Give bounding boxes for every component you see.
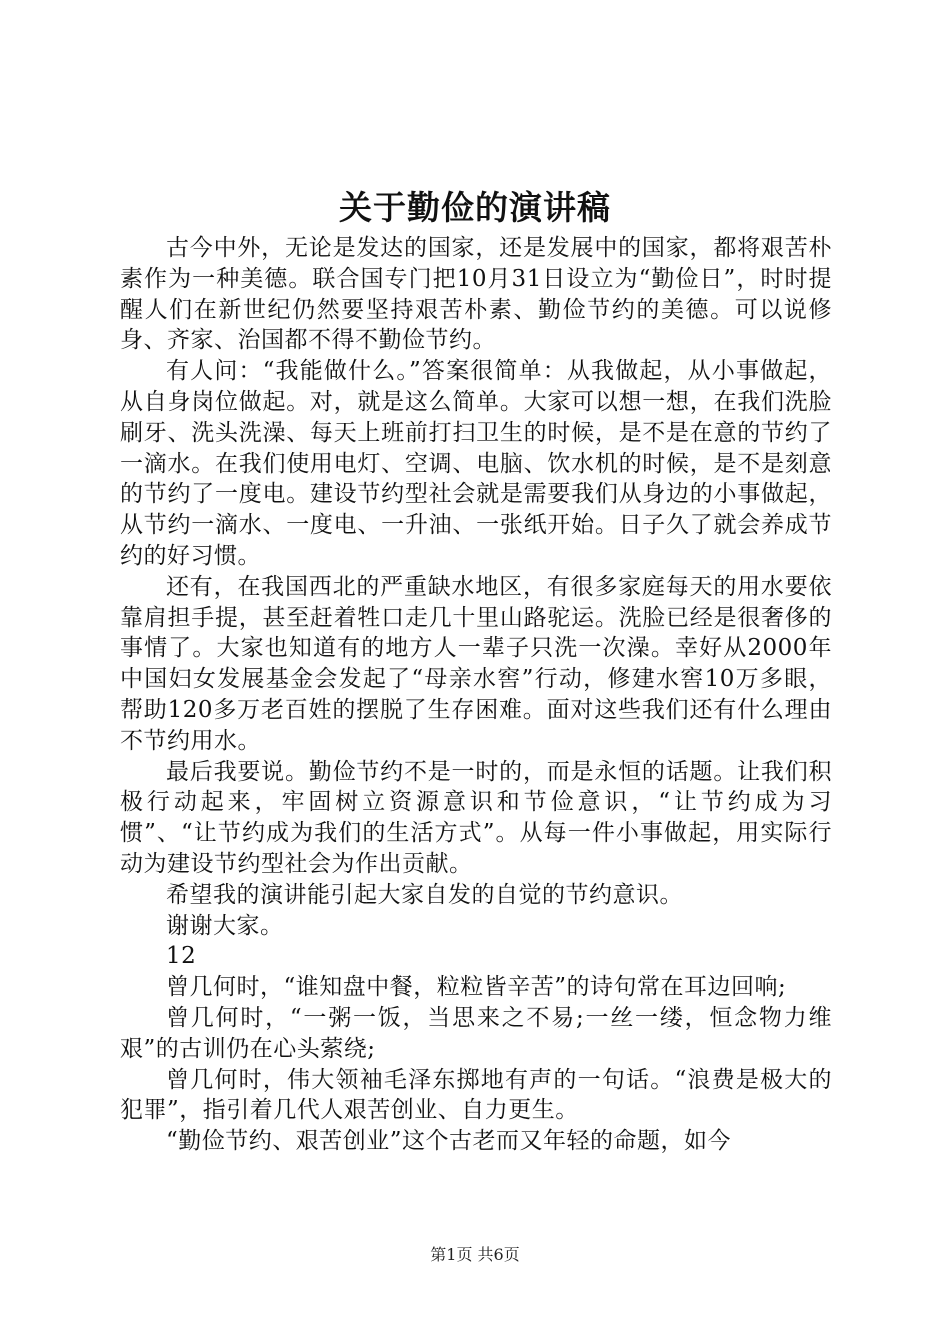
paragraph-6: 谢谢大家。: [166, 912, 284, 939]
paragraph-8: 曾几何时，“谁知盘中餐，粒粒皆辛苦”的诗句常在耳边回响;: [166, 974, 787, 1001]
paragraph-1: 古今中外，无论是发达的国家，还是发展中的国家，都将艰苦朴素作为一种美德。联合国专门把10月31日设立为“勤俭日”，时时提醒人们在新世纪仍然要坚持艰苦朴素、勤俭节约的美德。可以说修身、齐家、治国都不得不勤俭节约。: [120, 235, 832, 354]
paragraph-2: 有人问：“我能做什么。”答案很简单：从我做起，从小事做起，从自身岗位做起。对，就是这么简单。大家可以想一想，在我们洗脸刷牙、洗头洗澡、每天上班前打扫卫生的时候，是不是在意的节约了一滴水。在我们使用电灯、空调、电脑、饮水机的时候，是不是刻意的节约了一度电。建设节约型社会就是需要我们从身边的小事做起，从节约一滴水、一度电、一升油、一张纸开始。日子久了就会养成节约的好习惯。: [120, 358, 832, 569]
paragraph-4: 最后我要说。勤俭节约不是一时的，而是永恒的话题。让我们积极行动起来，牢固树立资源意识和节俭意识，“让节约成为习惯”、“让节约成为我们的生活方式”。从每一件小事做起，用实际行动为建设节约型社会为作出贡献。: [120, 758, 832, 877]
paragraph-11: “勤俭节约、艰苦创业”这个古老而又年轻的命题，如今: [166, 1128, 732, 1155]
page-number-footer: 第1页 共6页: [430, 1245, 520, 1264]
document-body: [120, 233, 832, 1157]
paragraph-9: 曾几何时，“一粥一饭，当思来之不易;一丝一缕，恒念物力维艰”的古训仍在心头萦绕;: [120, 1004, 832, 1062]
paragraph-10: 曾几何时，伟大领袖毛泽东掷地有声的一句话。“浪费是极大的犯罪”，指引着几代人艰苦创业、自力更生。: [120, 1066, 832, 1124]
paragraph-5: 希望我的演讲能引起大家自发的自觉的节约意识。: [166, 881, 683, 908]
paragraph-3: 还有，在我国西北的严重缺水地区，有很多家庭每天的用水要依靠肩担手提，甚至赶着牲口走几十里山路驼运。洗脸已经是很奢侈的事情了。大家也知道有的地方人一辈子只洗一次澡。幸好从2000年中国妇女发展基金会发起了“母亲水窖”行动，修建水窖10万多眼，帮助120多万老百姓的摆脱了生存困难。面对这些我们还有什么理由不节约用水。: [120, 573, 832, 754]
document-title: 关于勤俭的演讲稿: [339, 188, 611, 227]
paragraph-7: 12: [166, 943, 197, 970]
